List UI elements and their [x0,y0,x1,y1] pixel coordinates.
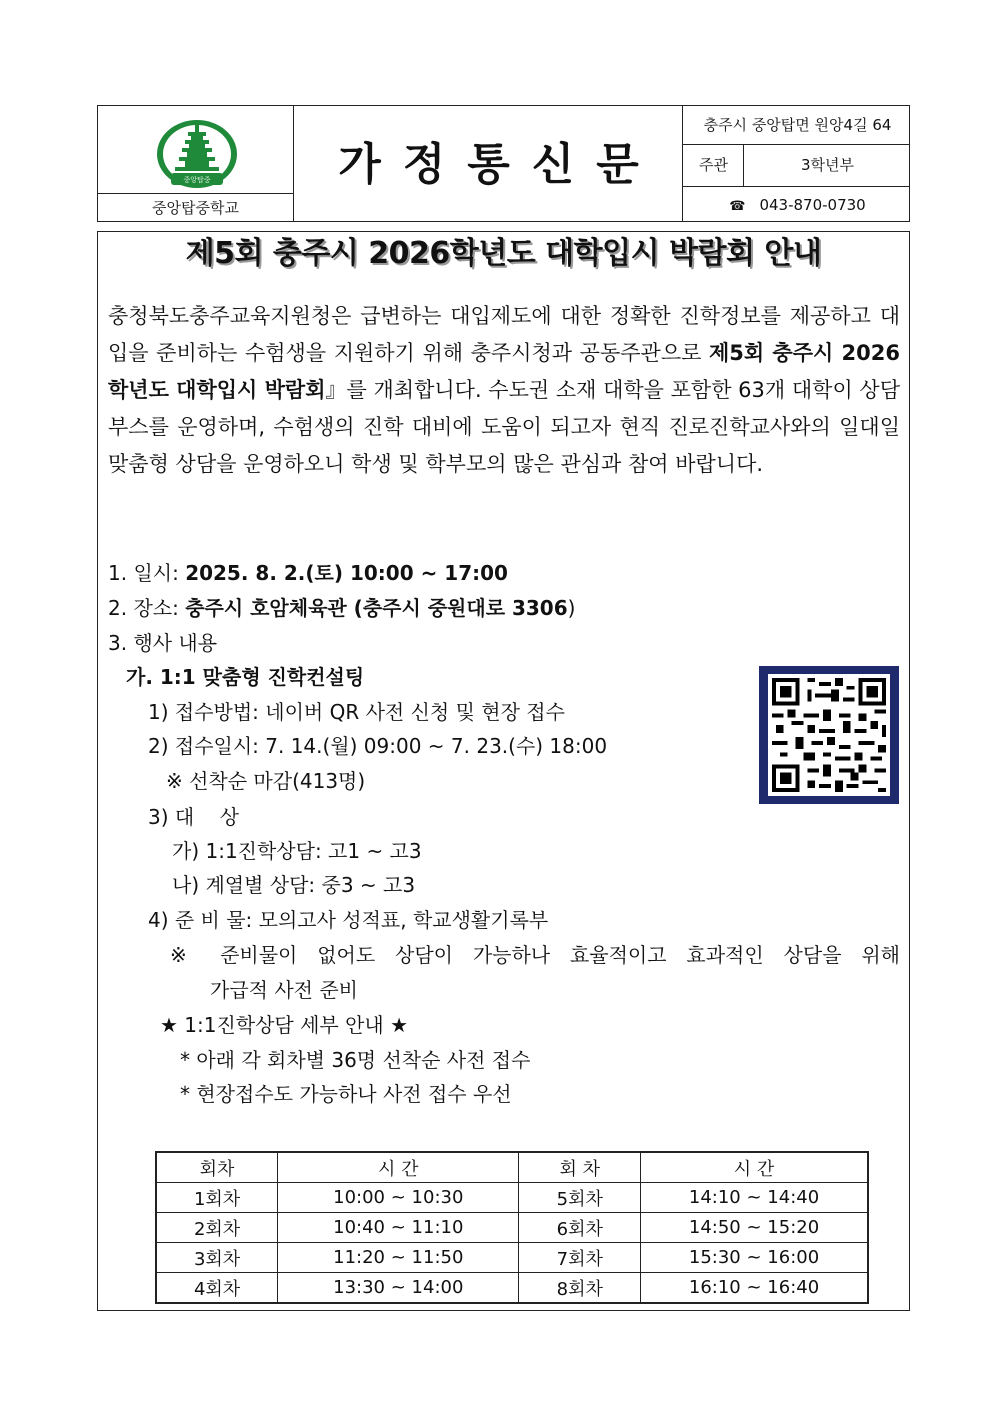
time-cell: 10:00 ~ 10:30 [278,1183,519,1213]
time-cell: 16:10 ~ 16:40 [641,1273,868,1304]
apply-limit-note: ※ 선착순 마감(413명) [166,769,366,793]
table-row [156,1273,868,1304]
session-cell: 1회차 [156,1183,278,1213]
date-label: 1. 일시: [108,561,186,585]
document-type-title: 가정통신문 [338,139,661,190]
notice-heading: 제5회 충주시 2026학년도 대학입시 박람회 안내 [185,236,822,271]
schedule-table [155,1151,869,1304]
session-cell: 2회차 [156,1213,278,1243]
pagoda-logo-icon [155,118,239,194]
dept-label: 주관 [699,156,728,174]
target-field: 나) 계열별 상담: 중3 ~ 고3 [172,873,416,897]
apply-period: 2) 접수일시: 7. 14.(월) 09:00 ~ 7. 23.(수) 18:00 [148,734,608,758]
target-label: 3) 대 상 [148,805,239,829]
time-cell: 14:10 ~ 14:40 [641,1183,868,1213]
table-row [156,1183,868,1213]
phone-icon: ☎ [729,199,746,214]
table-row [156,1213,868,1243]
intro-text-2: 』를 개최합니다. 수도권 소재 대학을 포함한 63개 대학이 상담부스를 운영하며, 수험생의 진학 대비에 도움이 되고자 현직 진로진학교사와의 일대일 맞춤형 상담을 운영하오니 학생 및 학부모의 많은 관심과 참여 바랍니다. [108,378,900,476]
school-address: 충주시 중앙탑면 원앙4길 64 [703,116,892,134]
place-line [108,591,575,625]
session-cell: 8회차 [519,1273,641,1304]
session-cell: 5회차 [519,1183,641,1213]
qr-code-icon[interactable] [759,666,899,804]
session-cell: 4회차 [156,1273,278,1304]
detail-note-2: * 현장접수도 가능하나 사전 접수 우선 [180,1082,512,1106]
target-consult: 가) 1:1진학상담: 고1 ~ 고3 [172,839,422,863]
table-header: 시 간 [641,1152,868,1183]
session-cell: 3회차 [156,1243,278,1273]
phone-number [684,187,911,223]
table-header: 회 차 [519,1152,641,1183]
time-cell: 15:30 ~ 16:00 [641,1243,868,1273]
school-name: 중앙탑중학교 [152,199,239,217]
table-header: 회차 [156,1152,278,1183]
consulting-subheading: 가. 1:1 맞춤형 진학컨설팅 [126,665,365,689]
content-label: 3. 행사 내용 [108,631,218,655]
detail-note-1: * 아래 각 회차별 36명 선착순 사전 접수 [180,1048,531,1072]
date-value: 2025. 8. 2.(토) 10:00 ~ 17:00 [185,561,508,585]
place-value: 충주시 호암체육관 (충주시 중원대로 3306 [185,596,568,620]
prep-note-2: 가급적 사전 준비 [210,978,358,1002]
prep-note-1: ※ 준비물이 없어도 상담이 가능하나 효율적이고 효과적인 상담을 위해 [170,943,900,967]
svg-text:중앙탑중: 중앙탑중 [183,176,211,184]
time-cell: 11:20 ~ 11:50 [278,1243,519,1273]
intro-text-1: 충청북도충주교육지원청은 급변하는 대입제도에 대한 정확한 진학정보를 제공하고 대입을 준비하는 수험생을 지원하기 위해 충주시청과 공동주관으로 [108,304,900,365]
time-cell: 13:30 ~ 14:00 [278,1273,519,1304]
intro-paragraph [108,298,900,483]
session-cell: 6회차 [519,1213,641,1243]
table-header: 시 간 [278,1152,519,1183]
date-line [108,556,508,590]
place-label: 2. 장소: [108,596,186,620]
detail-title: ★ 1:1진학상담 세부 안내 ★ [160,1013,409,1037]
intro-event-name: 제5회 충주시 2026학년도 대학입시 박람회 [108,341,900,402]
time-cell: 10:40 ~ 11:10 [278,1213,519,1243]
dept-value: 3학년부 [800,156,854,174]
time-cell: 14:50 ~ 15:20 [641,1213,868,1243]
letter-header [97,105,910,222]
place-close: ) [567,596,576,620]
apply-method: 1) 접수방법: 네이버 QR 사전 신청 및 현장 접수 [148,700,565,724]
session-cell: 7회차 [519,1243,641,1273]
prep-items: 4) 준 비 물: 모의고사 성적표, 학교생활기록부 [148,908,549,932]
table-row [156,1243,868,1273]
phone-text: 043-870-0730 [759,196,866,214]
table-header-row [156,1152,868,1183]
